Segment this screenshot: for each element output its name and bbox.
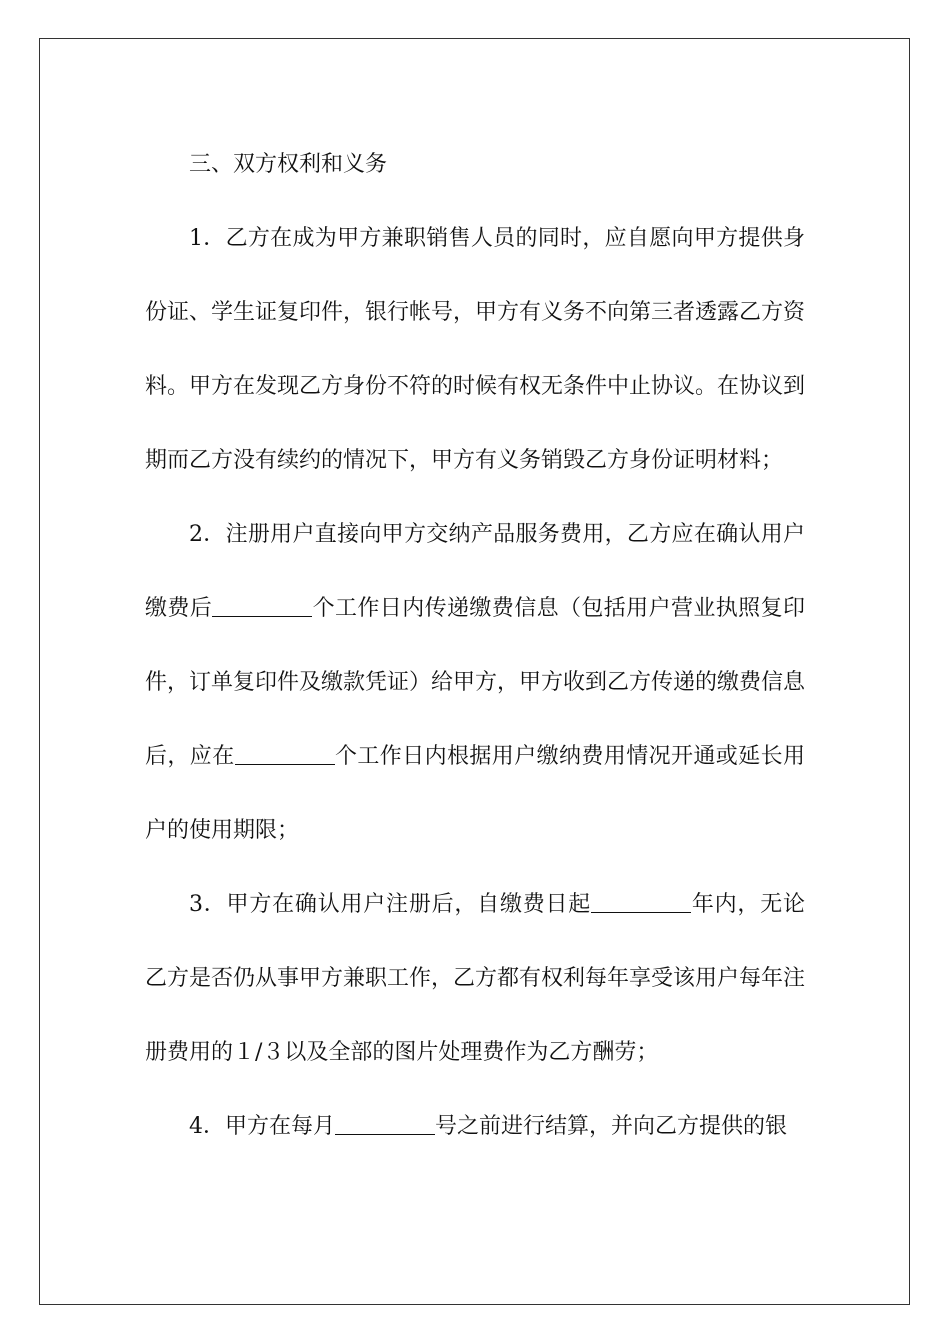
blank-field[interactable]: [235, 740, 335, 765]
blank-field[interactable]: [212, 592, 312, 617]
clause-2-part-3: 个工作日内根据用户缴纳费用情况开通或延长用户的使用期限；: [145, 744, 805, 843]
clause-2: [145, 498, 805, 868]
clause-2-part-1: 2．注册用户直接向甲方交纳产品服务费用，乙方应在确认用户缴费后: [145, 522, 805, 621]
clause-4-part-2: 号之前进行结算，并向乙方提供的银: [435, 1114, 788, 1139]
clause-3-part-2: 年内，无论乙方是否仍从事甲方兼职工作，乙方都有权利每年享受该用户每年注册费用的１/３以及全部的图片处理费作为乙方酬劳；: [145, 892, 806, 1065]
clause-4: [145, 1090, 805, 1164]
blank-field[interactable]: [591, 888, 691, 913]
document-body: [145, 128, 805, 1164]
clause-4-part-1: 4．甲方在每月: [189, 1114, 335, 1139]
clause-1: 1．乙方在成为甲方兼职销售人员的同时，应自愿向甲方提供身份证、学生证复印件，银行帐号，甲方有义务不向第三者透露乙方资料。甲方在发现乙方身份不符的时候有权无条件中止协议。在协议到期而乙方没有续约的情况下，甲方有义务销毁乙方身份证明材料；: [145, 226, 806, 473]
clause-3-part-1: 3．甲方在确认用户注册后，自缴费日起: [189, 892, 592, 917]
section-heading: 三、双方权利和义务: [189, 152, 388, 177]
clause-3: [145, 868, 805, 1090]
blank-field[interactable]: [335, 1110, 435, 1135]
clause-2-part-2: 个工作日内传递缴费信息（包括用户营业执照复印件，订单复印件及缴款凭证）给甲方，甲方收到乙方传递的缴费信息后，应在: [145, 596, 806, 769]
